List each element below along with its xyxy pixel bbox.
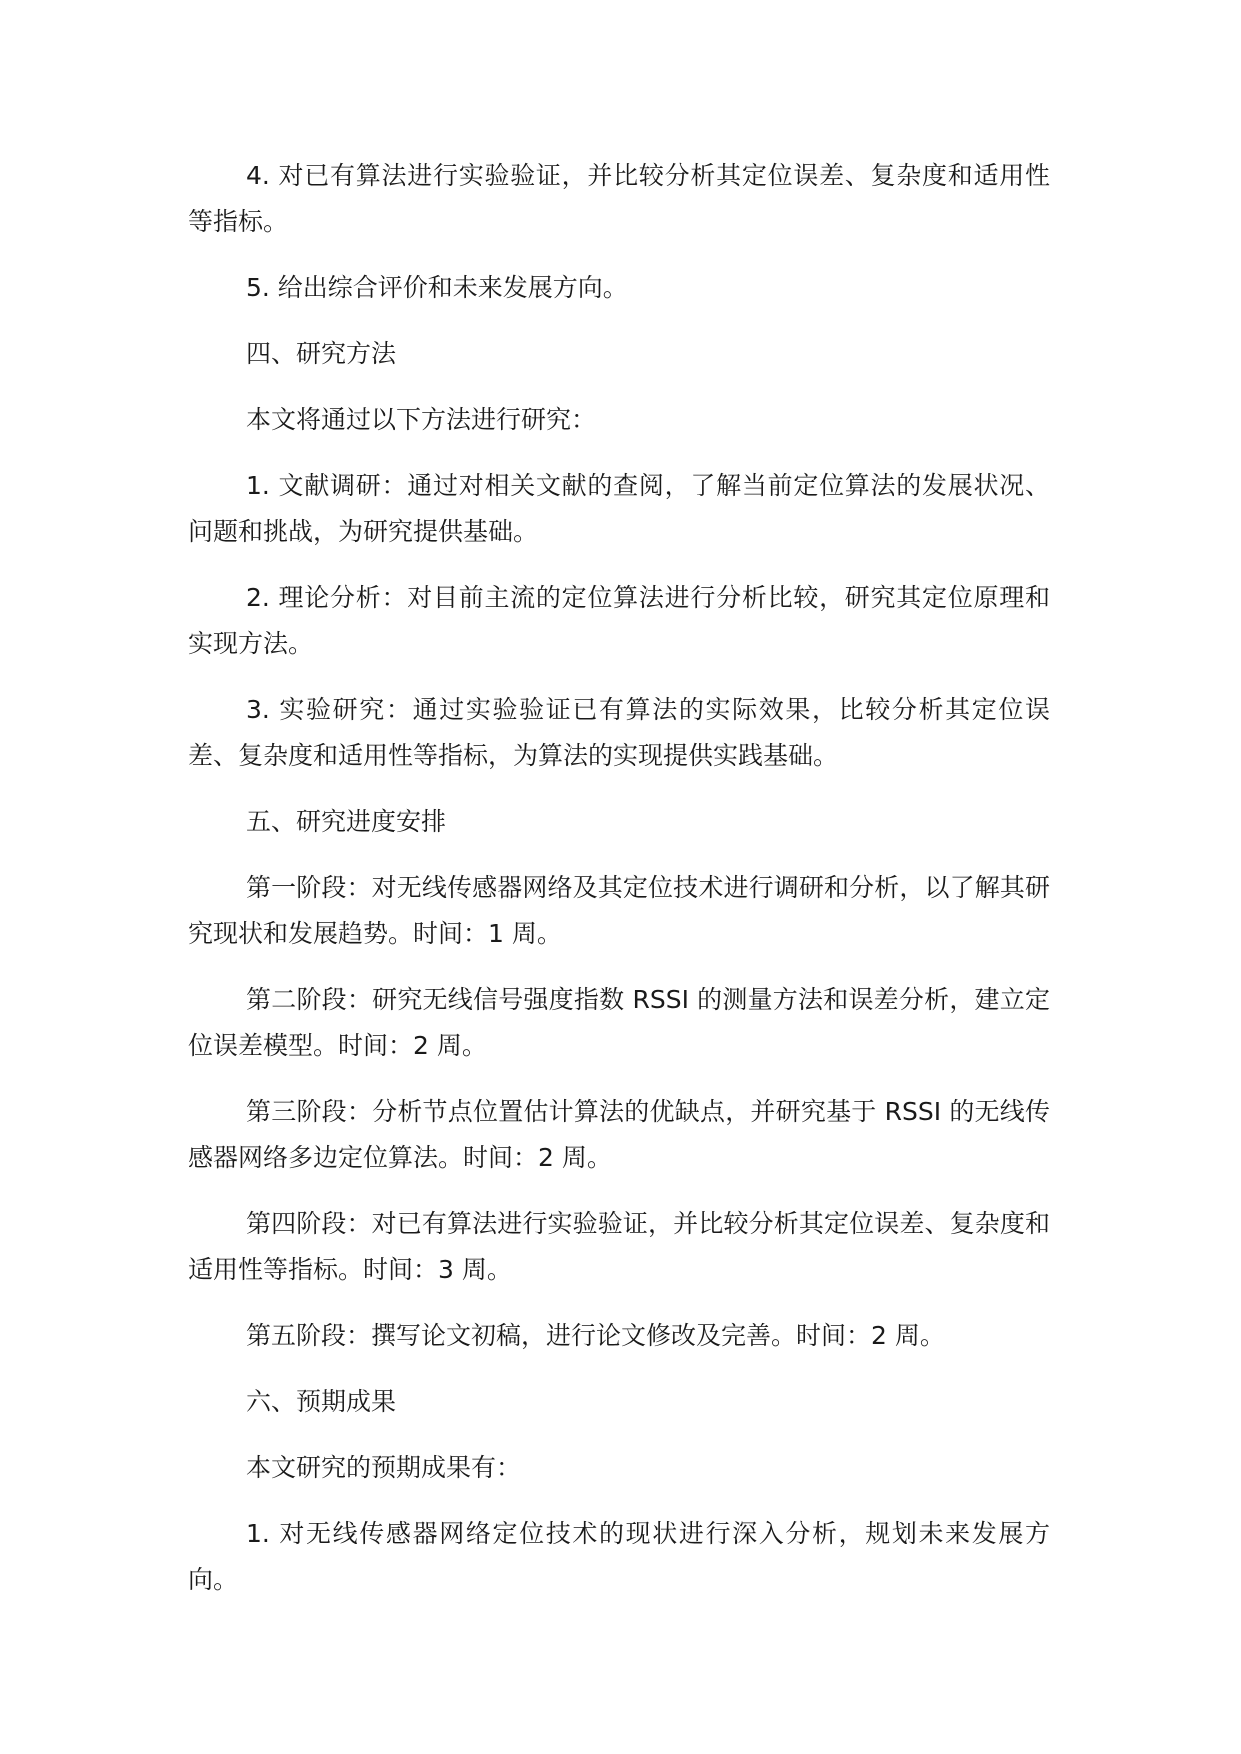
method-item-experiment: 3. 实验研究：通过实验验证已有算法的实际效果，比较分析其定位误差、复杂度和适用性等指标，为算法的实现提供实践基础。 — [188, 695, 1050, 770]
results-intro: 本文研究的预期成果有： — [246, 1453, 522, 1482]
section-heading-expected-results: 六、预期成果 — [246, 1387, 397, 1416]
schedule-phase-1: 第一阶段：对无线传感器网络及其定位技术进行调研和分析，以了解其研究现状和发展趋势。时间：1 周。 — [188, 873, 1050, 948]
list-item-4-experiment: 4. 对已有算法进行实验验证，并比较分析其定位误差、复杂度和适用性等指标。 — [188, 161, 1050, 236]
section-heading-schedule: 五、研究进度安排 — [246, 807, 447, 836]
document-body — [188, 153, 1050, 1623]
list-item-5-evaluation: 5. 给出综合评价和未来发展方向。 — [246, 273, 628, 302]
method-item-theory: 2. 理论分析：对目前主流的定位算法进行分析比较，研究其定位原理和实现方法。 — [188, 583, 1050, 658]
schedule-phase-4: 第四阶段：对已有算法进行实验验证，并比较分析其定位误差、复杂度和适用性等指标。时间：3 周。 — [188, 1209, 1050, 1284]
methods-intro: 本文将通过以下方法进行研究： — [246, 405, 597, 434]
schedule-phase-3: 第三阶段：分析节点位置估计算法的优缺点，并研究基于 RSSI 的无线传感器网络多边定位算法。时间：2 周。 — [188, 1097, 1050, 1172]
section-heading-research-methods: 四、研究方法 — [246, 339, 397, 368]
schedule-phase-2: 第二阶段：研究无线信号强度指数 RSSI 的测量方法和误差分析，建立定位误差模型。时间：2 周。 — [188, 985, 1050, 1060]
schedule-phase-5: 第五阶段：撰写论文初稿，进行论文修改及完善。时间：2 周。 — [246, 1321, 945, 1350]
result-item-1: 1. 对无线传感器网络定位技术的现状进行深入分析，规划未来发展方向。 — [188, 1519, 1050, 1594]
method-item-literature: 1. 文献调研：通过对相关文献的查阅，了解当前定位算法的发展状况、问题和挑战，为研究提供基础。 — [188, 471, 1050, 546]
